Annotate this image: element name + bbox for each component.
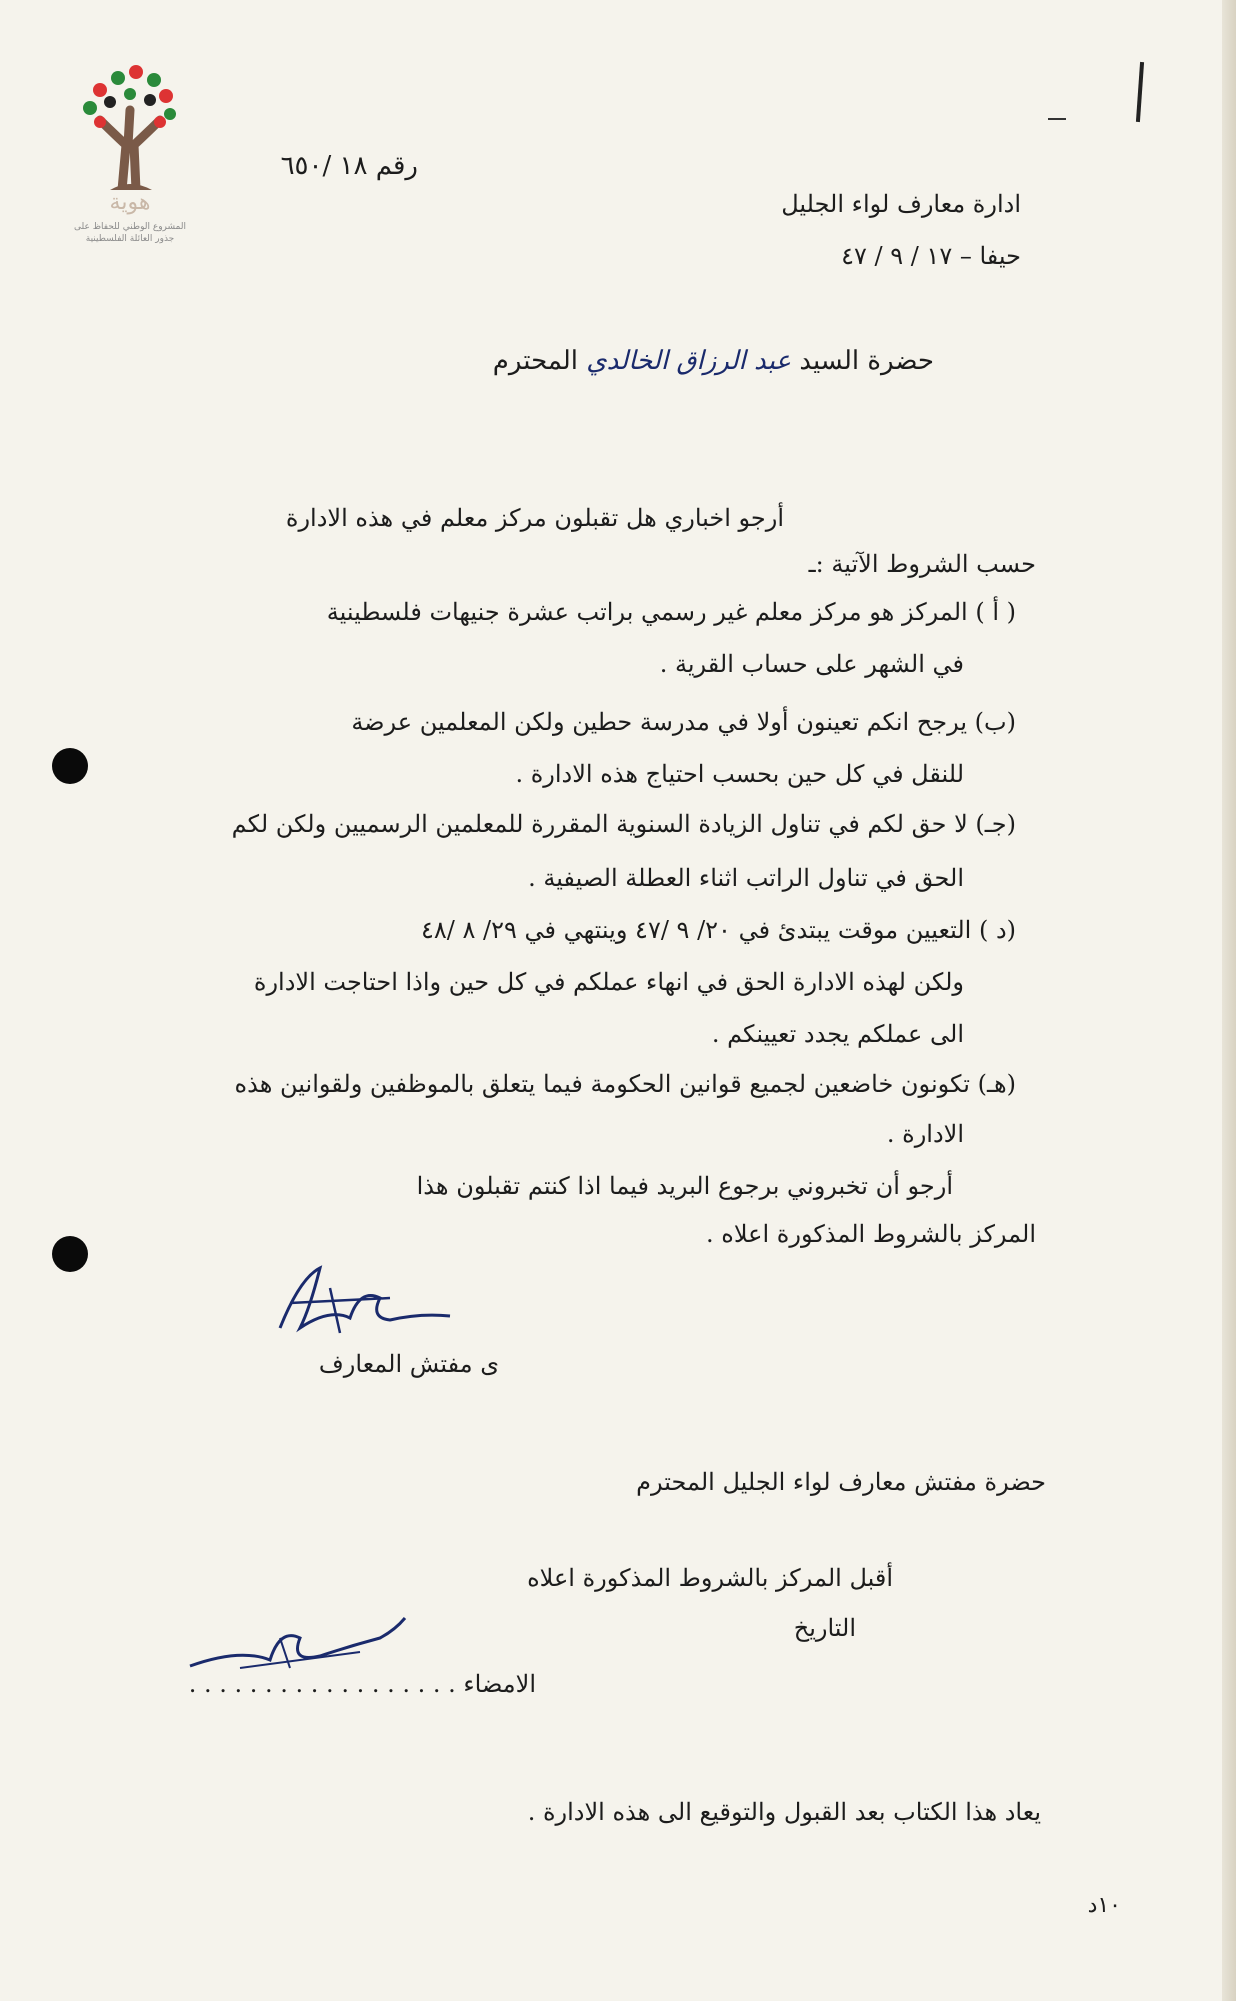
addressee-prefix: حضرة السيد [799,346,934,376]
clause-b-line-1: (ب) يرجح انكم تعينون أولا في مدرسة حطين ولكن المعلمين عرضة [351,708,1016,736]
inspector-signature [270,1258,470,1348]
addressee-line [493,344,934,378]
clause-a-line-1: ( أ ) المركز هو مركز معلم غير رسمي براتب عشرة جنيهات فلسطينية [326,598,1016,626]
closing-line-2: المركز بالشروط المذكورة اعلاه . [706,1220,1036,1248]
page-mark [1106,60,1107,92]
addressee-suffix: المحترم [492,346,579,376]
clause-e-line-2: الادارة . [886,1120,964,1148]
clause-c-line-2: الحق في تناول الراتب اثناء العطلة الصيفية . [528,864,964,892]
signature-title: ى مفتش المعارف [318,1350,499,1378]
clause-a-line-2: في الشهر على حساب القرية . [659,650,964,678]
logo-name: هوية [109,190,151,215]
reply-accept-line: أقبل المركز بالشروط المذكورة اعلاه [527,1564,893,1592]
clause-d-line-3: الى عملكم يجدد تعيينكم . [711,1020,964,1048]
clause-e-line-1: (هـ) تكونون خاضعين لجميع قوانين الحكومة فيما يتعلق بالموظفين ولقوانين هذه [234,1070,1016,1098]
reply-signature-label: الامضاء . . . . . . . . . . . . . . . . . . [188,1670,536,1698]
page-edge [1222,0,1236,2001]
sender-line-1: ادارة معارف لواء الجليل [781,190,1021,218]
tree-logo-icon [70,50,190,190]
page-mark-stroke [1136,62,1144,122]
logo-caption-line2: جذور العائلة الفلسطينية [85,234,175,244]
intro-line-1: أرجو اخباري هل تقبلون مركز معلم في هذه الادارة [285,504,784,532]
clause-d-line-1: (د ) التعيين موقت يبتدئ في ٢٠/ ٩ /٤٧ وينتهي في ٢٩/ ٨ /٤٨ [420,916,1016,944]
addressee-name: عبد الرزاق الخالدي [586,346,792,376]
reply-addressee: حضرة مفتش معارف لواء الجليل المحترم [636,1468,1046,1496]
reply-date-label: التاريخ [793,1614,856,1642]
punch-hole-top [52,748,88,784]
page-number: ١٠د [1087,1893,1121,1918]
intro-line-2: حسب الشروط الآتية :ـ [808,550,1036,578]
clause-c-line-1: (جـ) لا حق لكم في تناول الزيادة السنوية المقررة للمعلمين الرسميين ولكن لكم [231,810,1016,838]
footer-note: يعاد هذا الكتاب بعد القبول والتوقيع الى هذه الادارة . [527,1798,1041,1826]
clause-d-line-2: ولكن لهذه الادارة الحق في انهاء عملكم في كل حين واذا احتاجت الادارة [253,968,964,996]
logo-caption-line1: المشروع الوطني للحفاظ على [73,222,186,232]
closing-line-1: أرجو أن تخبروني برجوع البريد فيما اذا كنتم تقبلون هذا [416,1172,953,1200]
sender-line-2: حيفا – ١٧ / ٩ / ٤٧ [841,242,1021,270]
reference-number: رقم ١٨ /٦٥٠ [280,151,418,181]
punch-hole-bottom [52,1236,88,1272]
hawiya-logo [70,50,190,260]
clause-b-line-2: للنقل في كل حين بحسب احتياج هذه الادارة . [515,760,964,788]
corner-dash [1048,118,1066,120]
